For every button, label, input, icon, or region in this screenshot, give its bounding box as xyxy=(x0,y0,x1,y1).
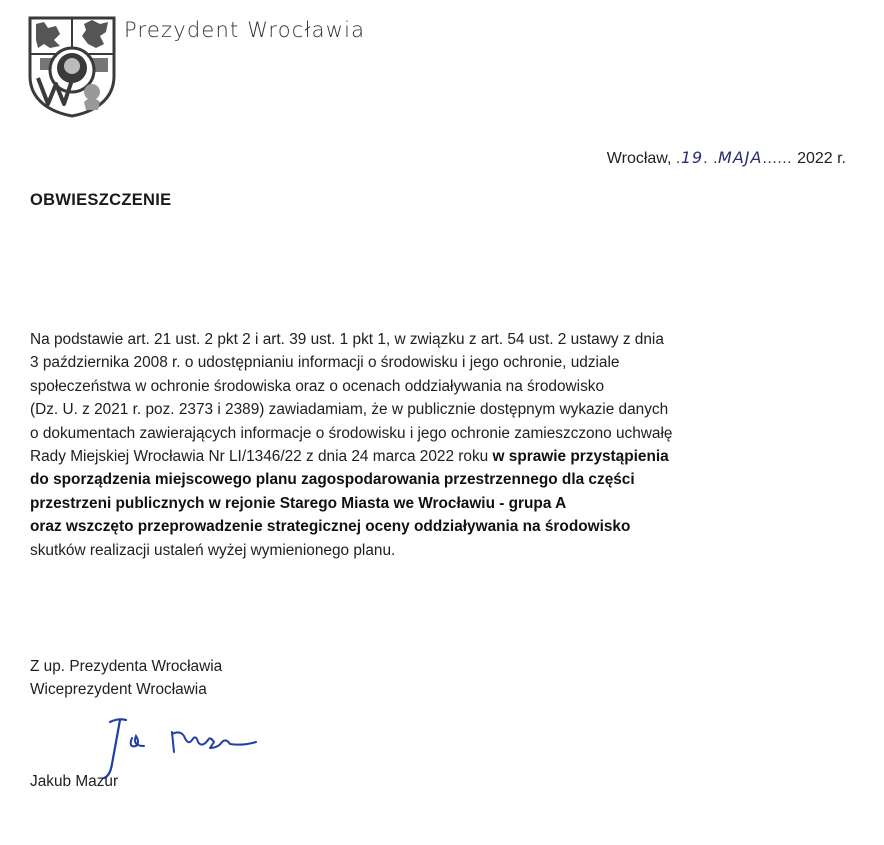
date-dots: . . xyxy=(703,150,719,167)
date-dots: . xyxy=(675,150,681,167)
resolution-subject: oraz wszczęto przeprowadzenie strategicznej oceny oddziaływania na środowisko xyxy=(30,518,631,536)
announcement-body xyxy=(30,328,850,562)
signature-authority xyxy=(30,656,222,701)
document-date xyxy=(607,148,846,168)
document-heading: OBWIESZCZENIE xyxy=(30,191,172,209)
wroclaw-coat-of-arms-icon xyxy=(26,14,118,118)
body-line: 3 października 2008 r. o udostępnianiu informacji o środowisku i jego ochronie, udziale xyxy=(30,354,620,372)
signer-name: Jakub Mazur xyxy=(30,773,119,790)
body-line: (Dz. U. z 2021 r. poz. 2373 i 2389) zawiadamiam, że w publicznie dostępnym wykazie danych xyxy=(30,401,669,419)
body-line-mixed xyxy=(30,445,850,468)
authority-line: Z up. Prezydenta Wrocławia xyxy=(30,658,223,675)
body-line-bold xyxy=(30,492,850,515)
body-line: o dokumentach zawierających informacje o środowisku i jego ochronie zamieszczono uchwałę xyxy=(30,424,673,442)
resolution-subject-start: w sprawie przystąpienia xyxy=(492,448,669,466)
body-line: społeczeństwa w ochronie środowiska oraz o ocenach oddziaływania na środowisko xyxy=(30,377,605,395)
date-month: MAJA xyxy=(718,148,763,167)
date-day: 19 xyxy=(680,148,704,167)
office-title: Prezydent Wrocławia xyxy=(124,18,366,42)
date-prefix: Wrocław, xyxy=(606,150,672,167)
resolution-subject: do sporządzenia miejscowego planu zagospodarowania przestrzennego dla części xyxy=(30,471,635,489)
resolution-subject: przestrzeni publicznych w rejonie Starego Miasta we Wrocławiu - grupa A xyxy=(30,494,567,512)
date-dots: ...... xyxy=(762,150,798,167)
body-line-bold xyxy=(30,468,850,491)
authority-title: Wiceprezydent Wrocławia xyxy=(30,680,207,698)
body-line: Na podstawie art. 21 ust. 2 pkt 2 i art. 39 ust. 1 pkt 1, w związku z art. 54 ust. 2 ustawy z dnia xyxy=(30,331,664,348)
resolution-reference: Rady Miejskiej Wrocławia Nr LI/1346/22 z dnia 24 marca 2022 roku xyxy=(30,448,493,466)
body-line-bold xyxy=(30,515,850,538)
handwritten-signature-icon xyxy=(92,712,272,782)
date-suffix: 2022 r. xyxy=(797,150,846,167)
body-line: skutków realizacji ustaleń wyżej wymienionego planu. xyxy=(30,541,396,559)
